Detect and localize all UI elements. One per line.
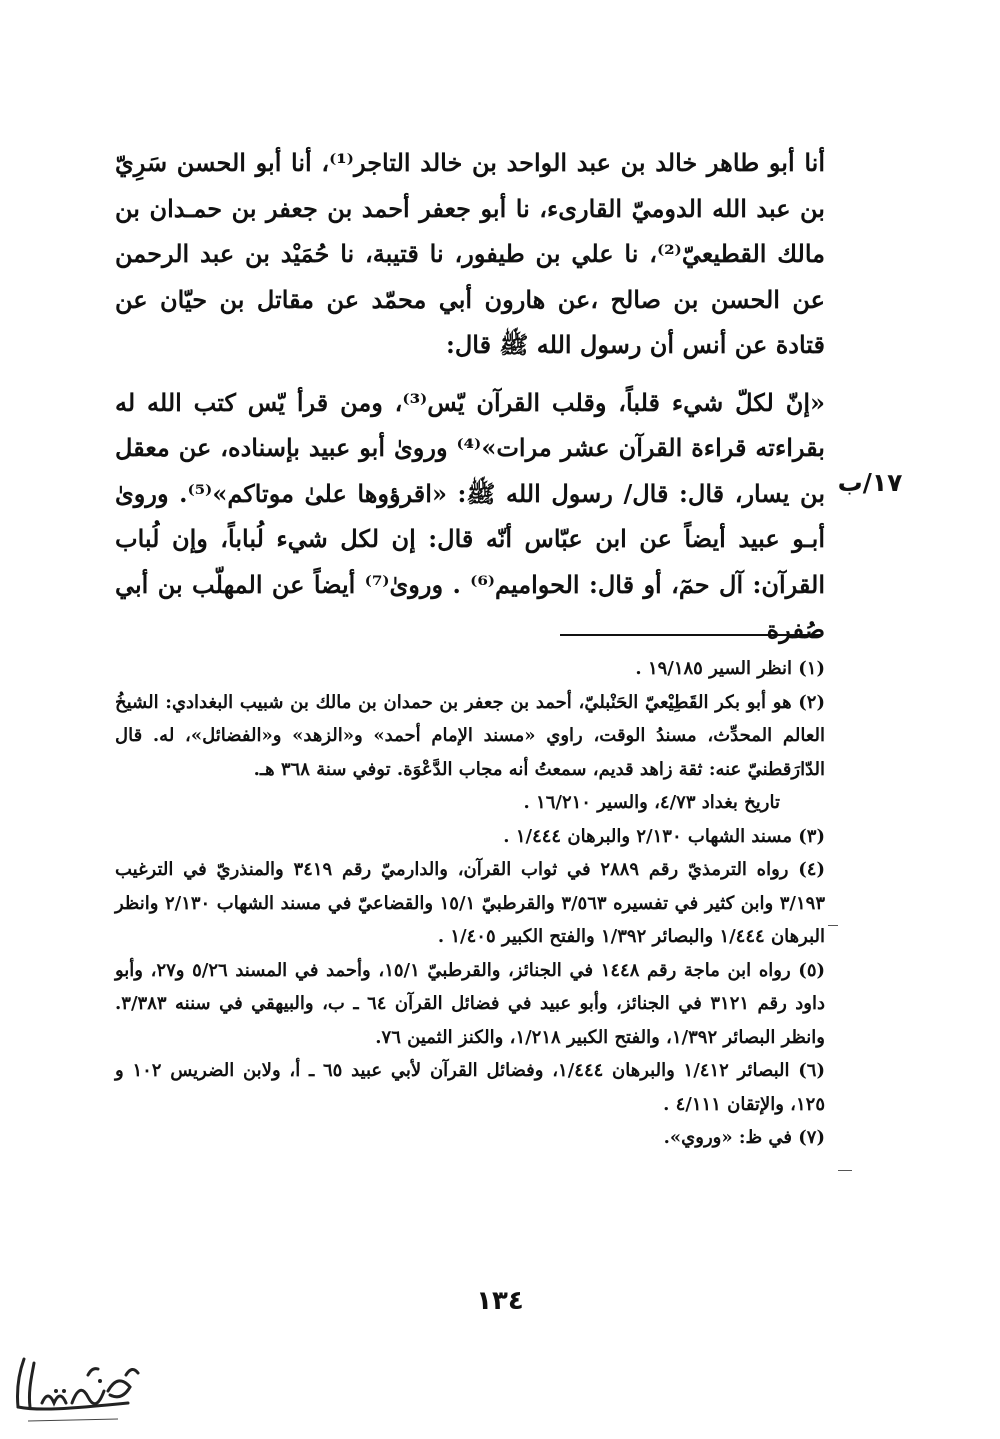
footnote: (٤) رواه الترمذيّ رقم ٢٨٨٩ في ثواب القرآن، والدارميّ رقم ٣٤١٩ والمنذريّ في الترغيب ٣/١٩٣ وابن كثير في تفسيره ٣/٥٦٣ والقرطبيّ ١٥/١ والقضاعيّ في مسند الشهاب ٢/١٣٠ وانظر البرهان ١/٤٤٤ والبصائر ١/٣٩٢ والفتح الكبير ١/٤٠٥ . bbox=[115, 859, 825, 947]
footnote: (٥) رواه ابن ماجة رقم ١٤٤٨ في الجنائز، والقرطبيّ ١٥/١، وأحمد في المسند ٥/٢٦ و٢٧، وأبو داود رقم ٣١٢١ في الجنائز، وأبو عبيد في فضائل القرآن ٦٤ ـ ب، والبيهقي في سننه ٣/٣٨٣. وانظر البصائر ١/٣٩٢، والفتح الكبير ١/٢١٨، والكنز الثمين ٧٦. bbox=[115, 959, 826, 1048]
margin-folio-note: ١٧/ب bbox=[837, 468, 903, 497]
main-paragraph: أنا أبو طاهر خالد بن عبد الواحد بن خالد التاجر⁽¹⁾، أنا أبو الحسن سَرِيّ بن عبد الله الدوميّ القارىء، نا أبو جعفر أحمد بن جعفر بن حمـدان بن مالك القطيعيّ⁽²⁾، نا علي بن طيفور، نا قتيبة، نا حُمَيْد بن عبد الرحمن عن الحسن بن صالح ،عن هارون أبي محمّد عن مقاتل بن حيّان عن قتادة عن أنس أن رسول الله ﷺ قال: bbox=[115, 148, 825, 359]
footnote-separator bbox=[560, 634, 822, 636]
footnote-continuation: تاريخ بغداد ٤/٧٣، والسير ١٦/٢١٠ . bbox=[523, 792, 780, 813]
footnote: (٧) في ظ: «وروي». bbox=[663, 1127, 825, 1148]
footnotes bbox=[115, 652, 825, 1155]
footnote: (٣) مسند الشهاب ٢/١٣٠ والبرهان ١/٤٤٤ . bbox=[503, 825, 825, 847]
footnote: (٦) البصائر ١/٤١٢ والبرهان ١/٤٤٤، وفضائل القرآن لأبي عبيد ٦٥ ـ أ، ولابن الضريس ١٠٢ و ١٢٥، والإتقان ٤/١١١ . bbox=[115, 1060, 825, 1115]
main-text bbox=[115, 140, 825, 653]
scan-artifact-mark bbox=[838, 1170, 852, 1171]
watermark-logo bbox=[8, 1345, 148, 1430]
main-paragraph: «إنّ لكلّ شيء قلباً، وقلب القرآن يّس⁽³⁾، ومن قرأ يّس كتب الله له بقراءته قراءة القرآن عشر مرات»⁽⁴⁾ وروىٰ أبو عبيد بإسناده، عن معقل بن يسار، قال: قال/ رسول الله ﷺ: «اقرؤوها علىٰ موتاكم»⁽⁵⁾. وروىٰ أبـو عبيد أيضاً عن ابن عبّاس أنّه قال: إن لكل شيء لُباباً، وإن لُباب القرآن: آل حمٓ، أو قال: الحواميم⁽⁶⁾ . وروىٰ⁽⁷⁾ أيضاً عن المهلّب بن أبي صُفرة bbox=[115, 387, 826, 644]
footnote: (١) انظر السير ١٩/١٨٥ . bbox=[635, 658, 825, 679]
footnote: (٢) هو أبو بكر القَطِيْعيّ الحَنْبليّ، أحمد بن جعفر بن حمدان بن مالك بن شبيب البغدادي: الشيخُ العالم المحدِّث، مسندُ الوقت، راوي «مسند الإمام أحمد» و«الزهد» و«الفضائل»، له. قال الدّارَقطنيّ عنه: ثقة زاهد قديم، سمعتُ أنه مجاب الدَّعْوَة. توفي سنة ٣٦٨ هـ. bbox=[115, 691, 825, 780]
page-number: ١٣٤ bbox=[476, 1286, 524, 1316]
scan-artifact-mark bbox=[828, 925, 838, 926]
